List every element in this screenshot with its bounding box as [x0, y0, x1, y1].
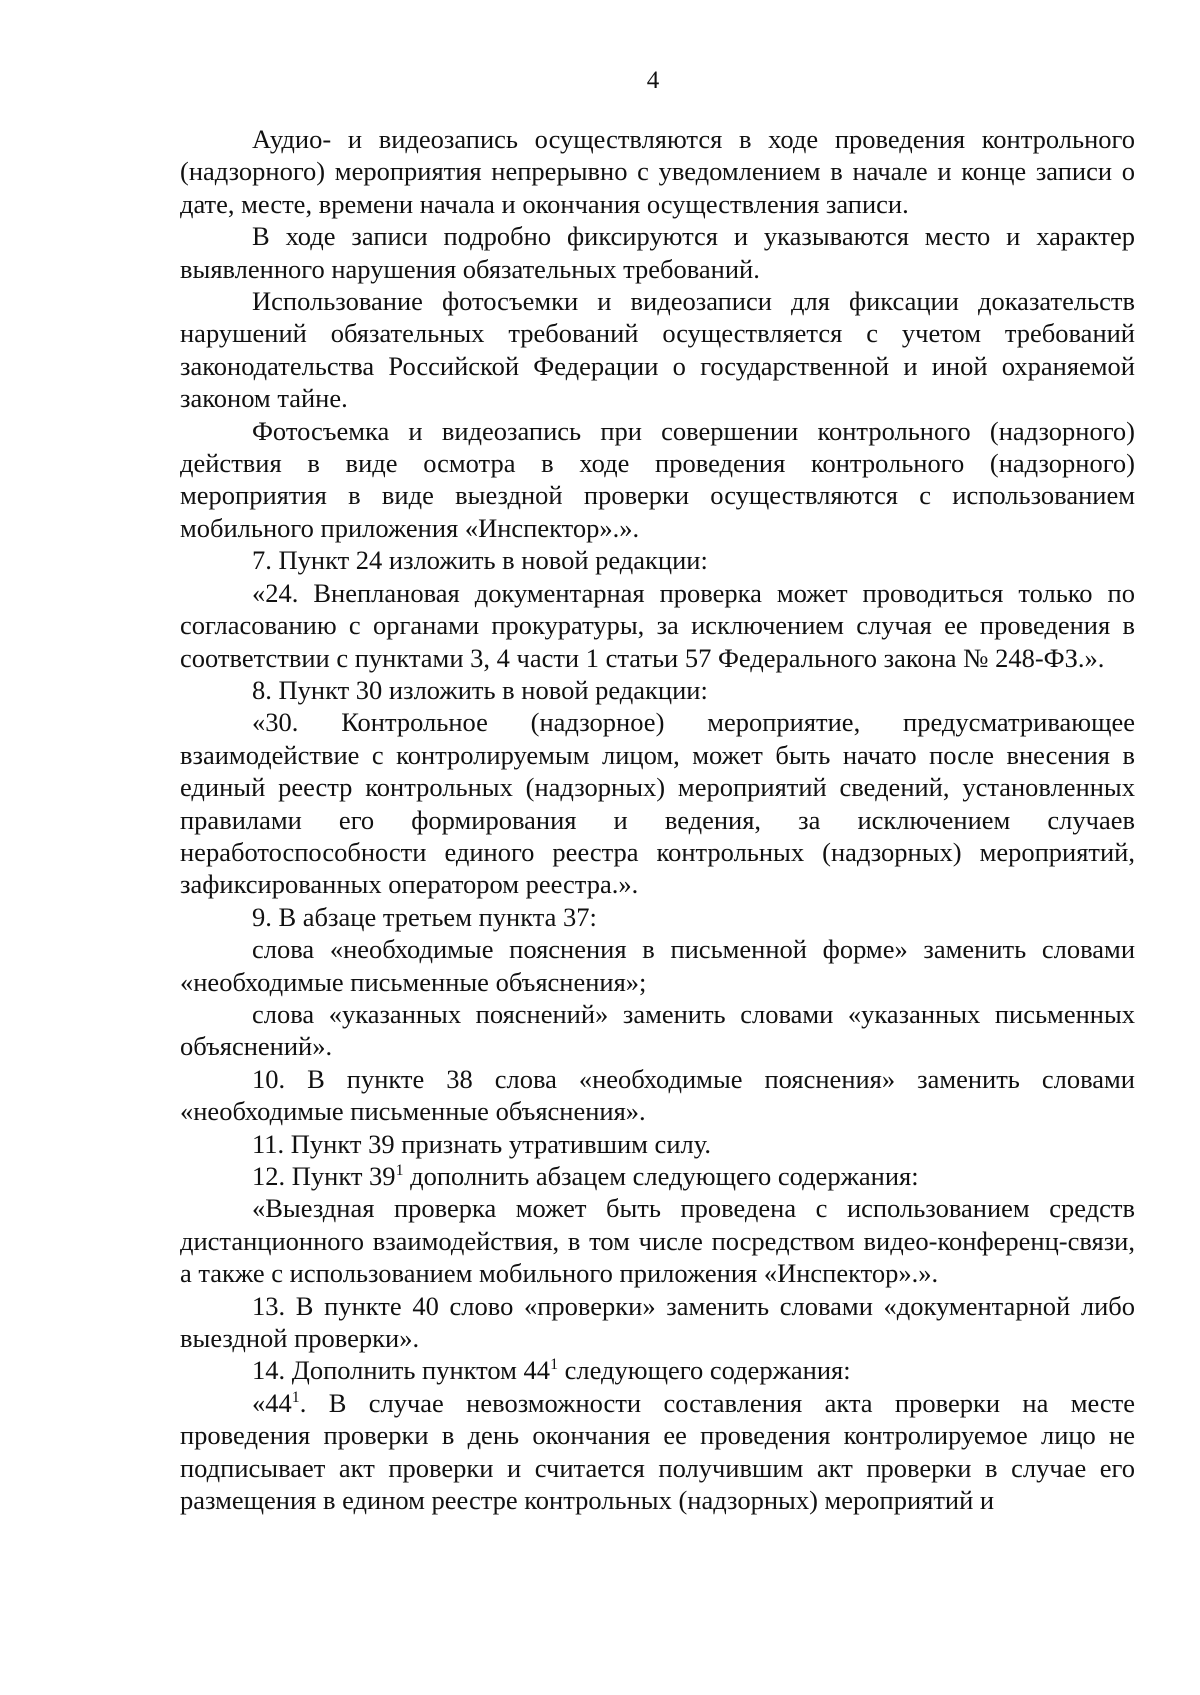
text-run: . В случае невозможности составления акта проверки на месте проведения проверки в день окончания ее проведения контролируемое лицо не подписывает акт проверки и считается получившим акт проверки в случае его размещения в едином реестре контрольных (надзорных) мероприятий и — [180, 1387, 1135, 1516]
text-run: следующего содержания: — [558, 1355, 851, 1386]
paragraph: «30. Контрольное (надзорное) мероприятие, предусматривающее взаимодействие с контролируемым лицом, может быть начато после внесения в единый реестр контрольных (надзорных) мероприятий сведений, установленных правилами его формирования и ведения, за исключением случаев неработоспособности единого реестра контрольных (надзорных) мероприятий, зафиксированных оператором реестра.». — [180, 707, 1135, 900]
paragraph: Использование фотосъемки и видеозаписи для фиксации доказательств нарушений обязательных требований осуществляется с учетом требований законодательства Российской Федерации о государственной и иной охраняемой законом тайне. — [180, 286, 1135, 414]
paragraph: 9. В абзаце третьем пункта 37: — [252, 901, 597, 932]
superscript: 1 — [291, 1389, 300, 1407]
paragraph — [180, 1387, 1135, 1517]
paragraph: В ходе записи подробно фиксируются и указываются место и характер выявленного нарушения обязательных требований. — [180, 221, 1135, 284]
paragraph — [180, 1354, 1135, 1386]
paragraph: 7. Пункт 24 изложить в новой редакции: — [252, 545, 708, 576]
superscript: 1 — [395, 1162, 404, 1180]
document-body — [180, 123, 1135, 1516]
superscript: 1 — [550, 1356, 559, 1374]
paragraph: 11. Пункт 39 признать утратившим силу. — [252, 1128, 711, 1159]
text-run: дополнить абзацем следующего содержания: — [403, 1161, 919, 1191]
text-run: 14. Дополнить пунктом 44 — [252, 1355, 551, 1386]
paragraph: «24. Внеплановая документарная проверка может проводиться только по согласованию с органами прокуратуры, за исключением случая ее проведения в соответствии с пунктами 3, 4 части 1 статьи 57 Федерального закона № 248-ФЗ.». — [180, 577, 1135, 673]
paragraph: Фотосъемка и видеозапись при совершении контрольного (надзорного) действия в виде осмотра в ходе проведения контрольного (надзорного) мероприятия в виде выездной проверки осуществляются с использованием мобильного приложения «Инспектор».». — [180, 415, 1135, 543]
text-run: 12. Пункт 39 — [252, 1161, 396, 1191]
paragraph: 10. В пункте 38 слова «необходимые пояснения» заменить словами «необходимые письменные объяснения». — [180, 1063, 1135, 1127]
page-number: 4 — [646, 67, 660, 94]
text-run: «44 — [252, 1387, 292, 1418]
paragraph: 8. Пункт 30 изложить в новой редакции: — [252, 674, 708, 705]
paragraph — [180, 1160, 1135, 1192]
paragraph: слова «указанных пояснений» заменить словами «указанных письменных объяснений». — [180, 998, 1135, 1062]
paragraph: 13. В пункте 40 слово «проверки» заменить словами «документарной либо выездной проверки». — [180, 1290, 1135, 1354]
paragraph: Аудио- и видеозапись осуществляются в ходе проведения контрольного (надзорного) мероприятия непрерывно с уведомлением в начале и конце записи о дате, месте, времени начала и окончания осуществления записи. — [180, 124, 1135, 219]
paragraph: «Выездная проверка может быть проведена с использованием средств дистанционного взаимодействия, в том числе посредством видео-конференц-связи, а также с использованием мобильного приложения «Инспектор».». — [180, 1193, 1135, 1289]
paragraph: слова «необходимые пояснения в письменной форме» заменить словами «необходимые письменные объяснения»; — [180, 934, 1135, 997]
